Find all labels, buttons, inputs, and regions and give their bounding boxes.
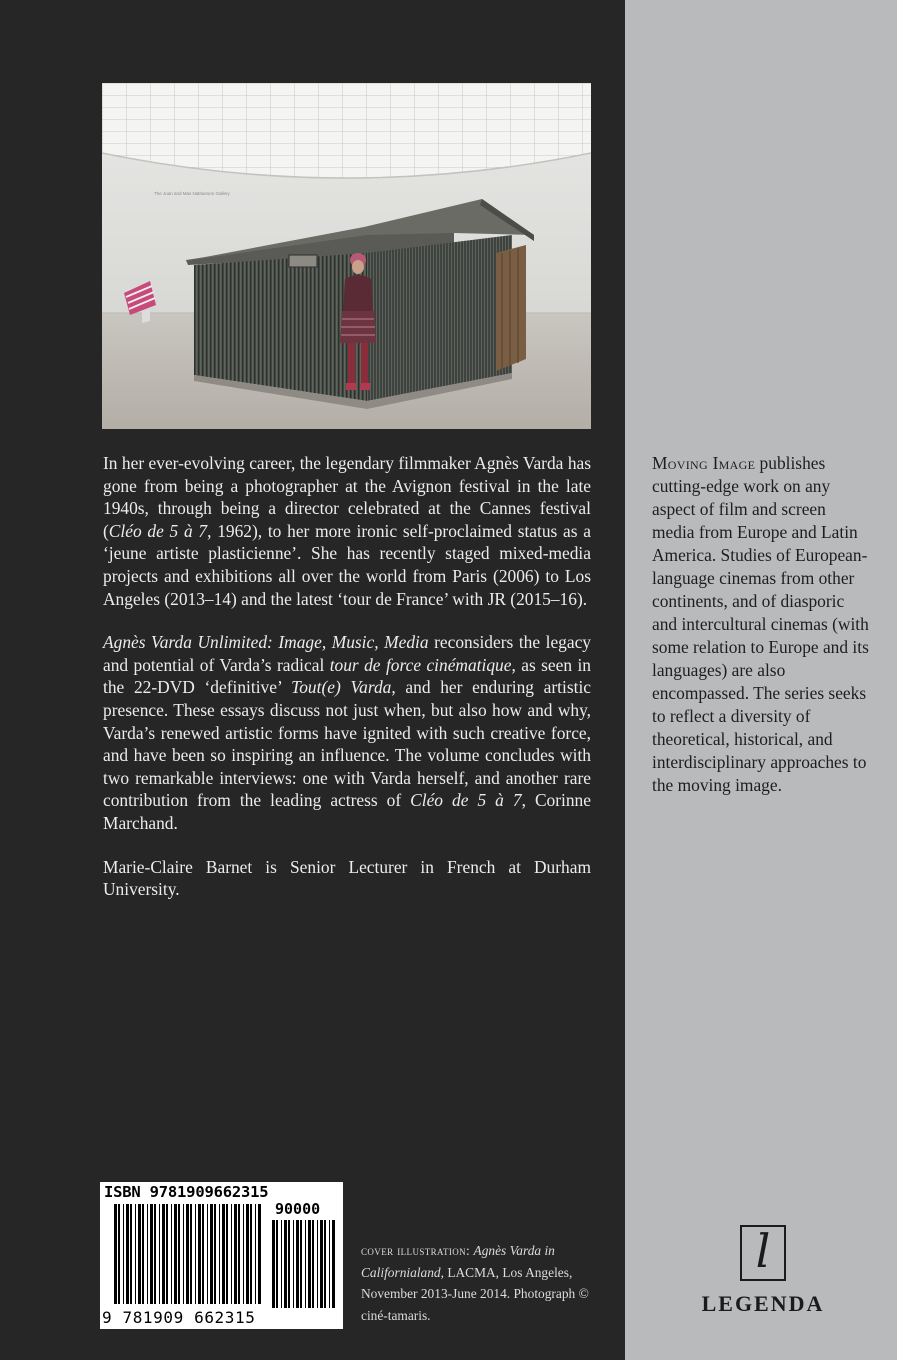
barcode-bar bbox=[234, 1204, 237, 1304]
series-name: Moving Image bbox=[652, 453, 756, 473]
barcode-bar bbox=[135, 1204, 136, 1304]
barcode-bar bbox=[123, 1204, 124, 1304]
barcode-bar bbox=[238, 1204, 240, 1304]
barcode-bar bbox=[114, 1204, 117, 1304]
barcode-bar bbox=[332, 1220, 335, 1308]
barcode-bar bbox=[243, 1204, 244, 1304]
barcode-bar bbox=[258, 1204, 261, 1304]
barcode-bar bbox=[171, 1204, 172, 1304]
blurb-paragraph-career: In her ever-evolving career, the legendary filmmaker Agnès Varda has gone from being a photographer at the Avignon festival in the late 1940s, through being a director celebrated at the Cannes festival (Cléo de 5 à 7, 1962), to her more ironic self-proclaimed status as a ‘jeune artiste plasticienne’. She has recently staged mixed-media projects and exhibitions all over the world from Paris (2006) to Los Angeles (2013–14) and the latest ‘tour de France’ with JR (2015–16). bbox=[103, 453, 591, 609]
barcode-bar bbox=[312, 1220, 314, 1308]
barcode-bar bbox=[222, 1204, 225, 1304]
barcode-bar bbox=[219, 1204, 220, 1304]
barcode-bar bbox=[296, 1220, 299, 1308]
barcode-bar bbox=[130, 1204, 132, 1304]
barcode-bar bbox=[281, 1220, 282, 1308]
barcode-bar bbox=[150, 1204, 153, 1304]
barcode-bar bbox=[214, 1204, 216, 1304]
barcode-bar bbox=[202, 1204, 204, 1304]
barcode-bar bbox=[300, 1220, 302, 1308]
barcode-bar bbox=[166, 1204, 168, 1304]
barcode-bar bbox=[288, 1220, 290, 1308]
barcode-bar bbox=[255, 1204, 256, 1304]
isbn-barcode bbox=[100, 1182, 343, 1329]
barcode-bar bbox=[305, 1220, 306, 1308]
cover-credit: cover illustration: Agnès Varda in Californialand, LACMA, Los Angeles, November 2013-June 2014. Photograph © ciné-tamaris. bbox=[361, 1243, 589, 1323]
wooden-door bbox=[496, 245, 526, 371]
price-addon-code: 90000 bbox=[275, 1200, 321, 1218]
barcode-bar bbox=[198, 1204, 201, 1304]
barcode-bar bbox=[186, 1204, 189, 1304]
barcode-bar bbox=[329, 1220, 330, 1308]
barcode-bar bbox=[276, 1220, 278, 1308]
barcode-bar bbox=[207, 1204, 208, 1304]
barcode-bar bbox=[118, 1204, 120, 1304]
barcode-bar bbox=[154, 1204, 156, 1304]
blurb-paragraph-author: Marie-Claire Barnet is Senior Lecturer in French at Durham University. bbox=[103, 856, 591, 900]
legenda-logo-icon: l bbox=[740, 1225, 786, 1281]
barcode-bar bbox=[308, 1220, 311, 1308]
barcode-bar bbox=[190, 1204, 192, 1304]
barcode-bar bbox=[178, 1204, 180, 1304]
series-description: Moving Image publishes cutting-edge work on any aspect of film and screen media from Europe and Latin America. Studies of European-language cinemas from other continents, and of diasporic and intercultural cinemas (with some relation to Europe and its languages) are also encompassed. The series seeks to reflect a diversity of theoretical, historical, and interdisciplinary approaches to the moving image. bbox=[652, 453, 869, 795]
barcode-bar bbox=[320, 1220, 323, 1308]
publisher-name: LEGENDA bbox=[701, 1291, 825, 1316]
barcode-bar bbox=[138, 1204, 141, 1304]
barcode-bar bbox=[246, 1204, 249, 1304]
isbn-digits: 9 781909 662315 bbox=[102, 1308, 256, 1327]
barcode-bar bbox=[195, 1204, 196, 1304]
barcode-bar bbox=[324, 1220, 326, 1308]
gallery-sign-text: The Joan and Max Nathanson Gallery bbox=[154, 191, 230, 196]
barcode-bar bbox=[293, 1220, 294, 1308]
barcode-bar bbox=[174, 1204, 177, 1304]
barcode-bar bbox=[147, 1204, 148, 1304]
cover-photograph bbox=[102, 83, 591, 429]
blurb-paragraph-book: Agnès Varda Unlimited: Image, Music, Media reconsiders the legacy and potential of Varda’s radical tour de force cinématique, as seen in the 22-DVD ‘definitive’ Tout(e) Varda, and her enduring artistic presence. These essays discuss not just when, but also how and why, Varda’s renewed artistic forms have ignited with such creative force, and have been so inspiring an influence. The volume concludes with two remarkable interviews: one with Varda herself, and another rare contribution from the leading actress of Cléo de 5 à 7, Corinne Marchand. bbox=[103, 632, 591, 833]
barcode-bar bbox=[162, 1204, 165, 1304]
barcode-bar bbox=[142, 1204, 144, 1304]
back-cover-blurb bbox=[103, 452, 591, 901]
barcode-bar bbox=[226, 1204, 228, 1304]
barcode-bar bbox=[284, 1220, 287, 1308]
barcode-bar bbox=[210, 1204, 213, 1304]
barcode-bar bbox=[250, 1204, 252, 1304]
barcode-bar bbox=[317, 1220, 318, 1308]
barcode-bar bbox=[272, 1220, 275, 1308]
barcode-bar bbox=[126, 1204, 129, 1304]
isbn-label: ISBN 9781909662315 bbox=[104, 1183, 269, 1201]
barcode-bar bbox=[231, 1204, 232, 1304]
shack-side-wall bbox=[367, 235, 512, 401]
barcode-bar bbox=[183, 1204, 184, 1304]
barcode-bar bbox=[159, 1204, 160, 1304]
